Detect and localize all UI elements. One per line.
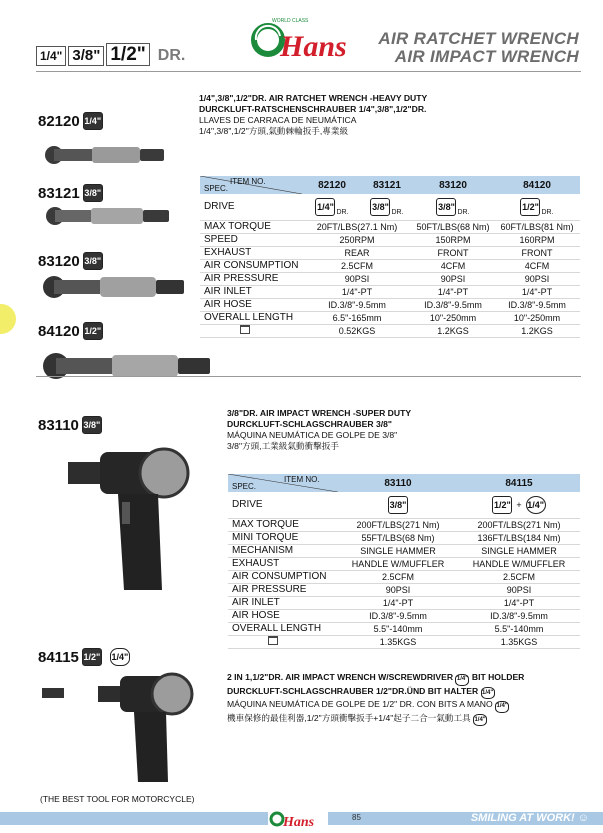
col-header-83110: 83110: [338, 474, 458, 492]
svg-text:Hans: Hans: [283, 815, 315, 830]
table-row-drive: [200, 194, 580, 220]
weight-icon: [240, 325, 250, 334]
table-row-drive: [228, 492, 580, 518]
hans-logo: [248, 14, 388, 70]
spec-item-header: ITEM NO. SPEC.: [228, 474, 338, 492]
ratchet-wrench-84120-image: [38, 346, 216, 386]
table-row: AIR HOSE ID.3/8"-9.5mm ID.3/8"-9.5mm: [228, 609, 580, 622]
drive-cell: 1/4" DR.: [302, 194, 362, 220]
page-title: [378, 30, 579, 66]
size-badge: 3/8": [83, 252, 103, 270]
col-header-83121: 83121: [362, 176, 412, 194]
desc-spanish: LLAVES DE CARRACA DE NEUMÁTICA: [199, 115, 357, 125]
ratchet-spec-table: [200, 176, 580, 338]
weight-icon: [268, 636, 278, 645]
drive-cell: 3/8" DR.: [412, 194, 494, 220]
title-line-ratchet: AIR RATCHET WRENCH: [378, 29, 579, 48]
size-tab-half: 1/2": [106, 43, 149, 66]
logo-wordmark: Hans: [280, 30, 347, 63]
row-label: DRIVE: [228, 492, 338, 518]
bit-size-badge: 1/4": [110, 648, 130, 666]
table-row: AIR INLET 1/4"-PT 1/4"-PT: [228, 596, 580, 609]
model-83121: 83121 3/8": [38, 184, 102, 202]
impact-spec-table: [228, 474, 580, 649]
decorative-circle: [0, 304, 16, 334]
model-83110: 83110 3/8": [38, 416, 101, 434]
table-header-row: [228, 474, 580, 492]
drive-size-tabs: [36, 44, 185, 66]
desc-english: 2 IN 1,1/2"DR. AIR IMPACT WRENCH W/SCREWDRIVER 1/4" BIT HOLDER: [227, 672, 587, 686]
desc-chinese: 1/4",3/8",1/2"方頭,氣動棘輪扳手,專業級: [199, 126, 349, 136]
desc-english: 1/4",3/8",1/2"DR. AIR RATCHET WRENCH -HEAVY DUTY: [199, 93, 428, 103]
table-row: MAX TORQUE 200FT/LBS(271 Nm) 200FT/LBS(271 Nm): [228, 518, 580, 531]
table-row: SPEED 250RPM 150RPM 160RPM: [200, 233, 580, 246]
dr-label: DR.: [157, 47, 186, 64]
col-header-84120: 84120: [494, 176, 580, 194]
table-row: EXHAUST REAR FRONT FRONT: [200, 246, 580, 259]
size-badge: 3/8": [83, 184, 103, 202]
desc-english: 3/8"DR. AIR IMPACT WRENCH -SUPER DUTY: [227, 408, 412, 418]
table-row: AIR CONSUMPTION 2.5CFM 4CFM 4CFM: [200, 259, 580, 272]
model-84120: 84120 1/2": [38, 322, 102, 340]
title-line-impact: AIR IMPACT WRENCH: [394, 47, 579, 66]
row-label: DRIVE: [200, 194, 302, 220]
drive-cell: 3/8" DR.: [362, 194, 412, 220]
table-row: AIR CONSUMPTION 2.5CFM 2.5CFM: [228, 570, 580, 583]
header-divider: [36, 71, 581, 72]
size-tab-quarter: 1/4": [36, 46, 66, 66]
table-row: MINI TORQUE 55FT/LBS(68 Nm) 136FT/LBS(184 Nm): [228, 531, 580, 544]
drive-cell: 1/2" + 1/4": [458, 492, 580, 518]
drive-cell: 1/2" DR.: [494, 194, 580, 220]
logo-tagline: WORLD CLASS: [272, 18, 309, 24]
ratchet-description: [199, 93, 579, 137]
desc-spanish: MÁQUINA NEUMÁTICA DE GOLPE DE 3/8": [227, 430, 398, 440]
size-badge: 1/2": [83, 322, 103, 340]
size-badge: 1/2": [82, 648, 102, 666]
model-84115: 84115 1/2" 1/4": [38, 648, 129, 666]
impact-wrench-83110-image: [66, 440, 196, 600]
ratchet-wrench-83120-image: [38, 270, 188, 304]
desc-german: DURCKLUFT-SCHLAGSCHRAUBER 3/8": [227, 419, 392, 429]
table-row: OVERALL LENGTH 5.5"-140mm 5.5"-140mm: [228, 622, 580, 635]
page-number: 85: [352, 813, 361, 822]
ratchet-wrench-82120-image: [40, 140, 170, 170]
table-row: MAX TORQUE 20FT/LBS(27.1 Nm) 50FT/LBS(68 Nm) 60FT/LBS(81 Nm): [200, 220, 580, 233]
section-divider: [36, 376, 581, 377]
ratchet-wrench-83121-image: [42, 202, 174, 230]
desc-german: DURCKLUFT-SCHLAGSCHRAUBER 1/2"DR.ÜND BIT HALTER 1/4": [227, 686, 587, 700]
table-row: MECHANISM SINGLE HAMMER SINGLE HAMMER: [228, 544, 580, 557]
table-row: AIR INLET 1/4"-PT 1/4"-PT 1/4"-PT: [200, 285, 580, 298]
table-row-weight: 0.52KGS 1.2KGS 1.2KGS: [200, 324, 580, 337]
model-82120: 82120 1/4": [38, 112, 102, 130]
table-row-weight: 1.35KGS 1.35KGS: [228, 635, 580, 648]
col-header-84115: 84115: [458, 474, 580, 492]
impact-description: [227, 408, 587, 452]
table-row: OVERALL LENGTH 6.5"-165mm 10"-250mm 10"-250mm: [200, 311, 580, 324]
desc-chinese: 機車保修的最佳利器,1/2"方頭衝擊扳手+1/4"起子二合一氣動工具 1/4": [227, 713, 587, 727]
size-badge: 3/8": [82, 416, 102, 434]
size-badge: 1/4": [83, 112, 103, 130]
combo-description: [227, 672, 587, 726]
table-header-row: [200, 176, 580, 194]
drive-cell: 3/8": [338, 492, 458, 518]
table-row: AIR PRESSURE 90PSI 90PSI: [228, 583, 580, 596]
size-tab-three-eighths: 3/8": [68, 46, 104, 66]
table-row: AIR HOSE ID.3/8"-9.5mm ID.3/8"-9.5mm ID.3/8"-9.5mm: [200, 298, 580, 311]
impact-wrench-84115-image: [40, 668, 210, 788]
footer-hans-logo: [268, 808, 328, 830]
desc-chinese: 3/8"方頭,工業級氣動衝擊扳手: [227, 441, 339, 451]
desc-spanish: MÁQUINA NEUMÁTICA DE GOLPE DE 1/2" DR. CON BITS A MANO 1/4": [227, 699, 587, 713]
table-row: EXHAUST HANDLE W/MUFFLER HANDLE W/MUFFLER: [228, 557, 580, 570]
desc-german: DURCKLUFT-RATSCHENSCHRAUBER 1/4",3/8",1/2"DR.: [199, 104, 427, 114]
footer-slogan: SMILING AT WORK! ☺: [470, 812, 589, 824]
table-row: AIR PRESSURE 90PSI 90PSI 90PSI: [200, 272, 580, 285]
col-header-82120: 82120: [302, 176, 362, 194]
footer-note: (THE BEST TOOL FOR MOTORCYCLE): [40, 794, 195, 804]
model-83120: 83120 3/8": [38, 252, 102, 270]
col-header-83120: 83120: [412, 176, 494, 194]
spec-item-header: ITEM NO. SPEC.: [200, 176, 302, 194]
